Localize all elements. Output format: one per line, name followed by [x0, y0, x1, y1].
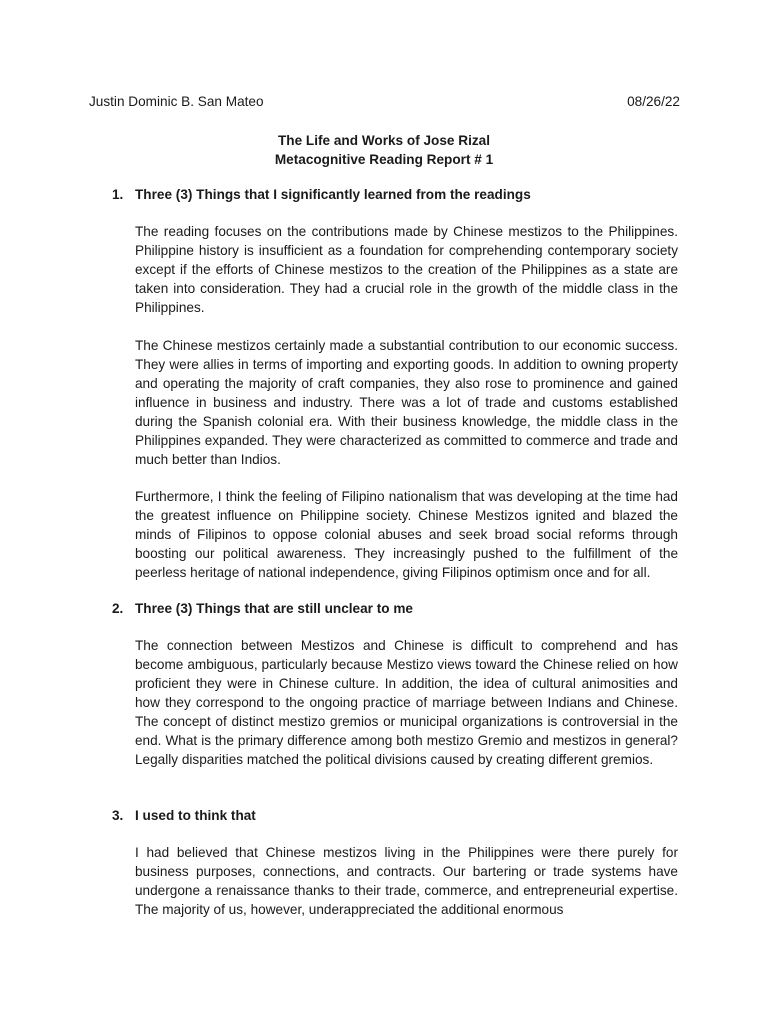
section-1-paragraph-1: The reading focuses on the contributions made by Chinese mestizos to the Philippines. Philippine history is insufficient as a foundation for comprehending contemporary society except if the efforts of Chinese mestizos to the creation of the Philippines as a state are taken into consideration. They had a crucial role in the growth of the middle class in the Philippines. [135, 224, 678, 315]
section-3-title: I used to think that [135, 808, 256, 823]
document-header [89, 92, 680, 112]
section-2-title: Three (3) Things that are still unclear to me [135, 601, 413, 616]
section-3-heading [112, 806, 256, 825]
section-3-paragraph-1: I had believed that Chinese mestizos living in the Philippines were there purely for business purposes, connections, and contracts. Our bartering or trade systems have undergone a renaissance thanks to their trade, commerce, and entrepreneurial expertise. The majority of us, however, underappreciated the additional enormous [135, 845, 678, 917]
section-2-paragraph-1: The connection between Mestizos and Chinese is difficult to comprehend and has become ambiguous, particularly because Mestizo views toward the Chinese relied on how proficient they were in Chinese culture. In addition, the idea of cultural animosities and how they correspond to the ongoing practice of marriage between Indians and Chinese. The concept of distinct mestizo gremios or municipal organizations is controversial in the end. What is the primary difference among both mestizo Gremio and mestizos in general? Legally disparities matched the political divisions caused by creating different gremios. [135, 638, 678, 767]
section-1-number: 1. [112, 187, 124, 202]
document-date: 08/26/22 [627, 94, 680, 109]
section-2-heading [112, 599, 413, 618]
document-title [0, 131, 768, 169]
title-line-2: Metacognitive Reading Report # 1 [274, 152, 494, 167]
section-1-paragraph-2: The Chinese mestizos certainly made a substantial contribution to our economic success. They were allies in terms of importing and exporting goods. In addition to owning property and operating the majority of craft companies, they also rose to prominence and gained influence in business and industry. There was a lot of trade and customs established during the Spanish colonial era. With their business knowledge, the middle class in the Philippines expanded. They were characterized as committed to commerce and trade and much better than Indios. [135, 338, 678, 467]
section-1-heading [112, 185, 531, 204]
section-2-number: 2. [112, 601, 124, 616]
author-name: Justin Dominic B. San Mateo [89, 94, 264, 109]
section-1-paragraph-3: Furthermore, I think the feeling of Filipino nationalism that was developing at the time had the greatest influence on Philippine society. Chinese Mestizos ignited and blazed the minds of Filipinos to oppose colonial abuses and seek broad social reforms through boosting our political awareness. They increasingly pushed to the fulfillment of the peerless heritage of national independence, giving Filipinos optimism once and for all. [135, 489, 678, 580]
section-3-number: 3. [112, 808, 124, 823]
section-1-title: Three (3) Things that I significantly learned from the readings [135, 187, 531, 202]
title-line-1: The Life and Works of Jose Rizal [277, 133, 490, 148]
